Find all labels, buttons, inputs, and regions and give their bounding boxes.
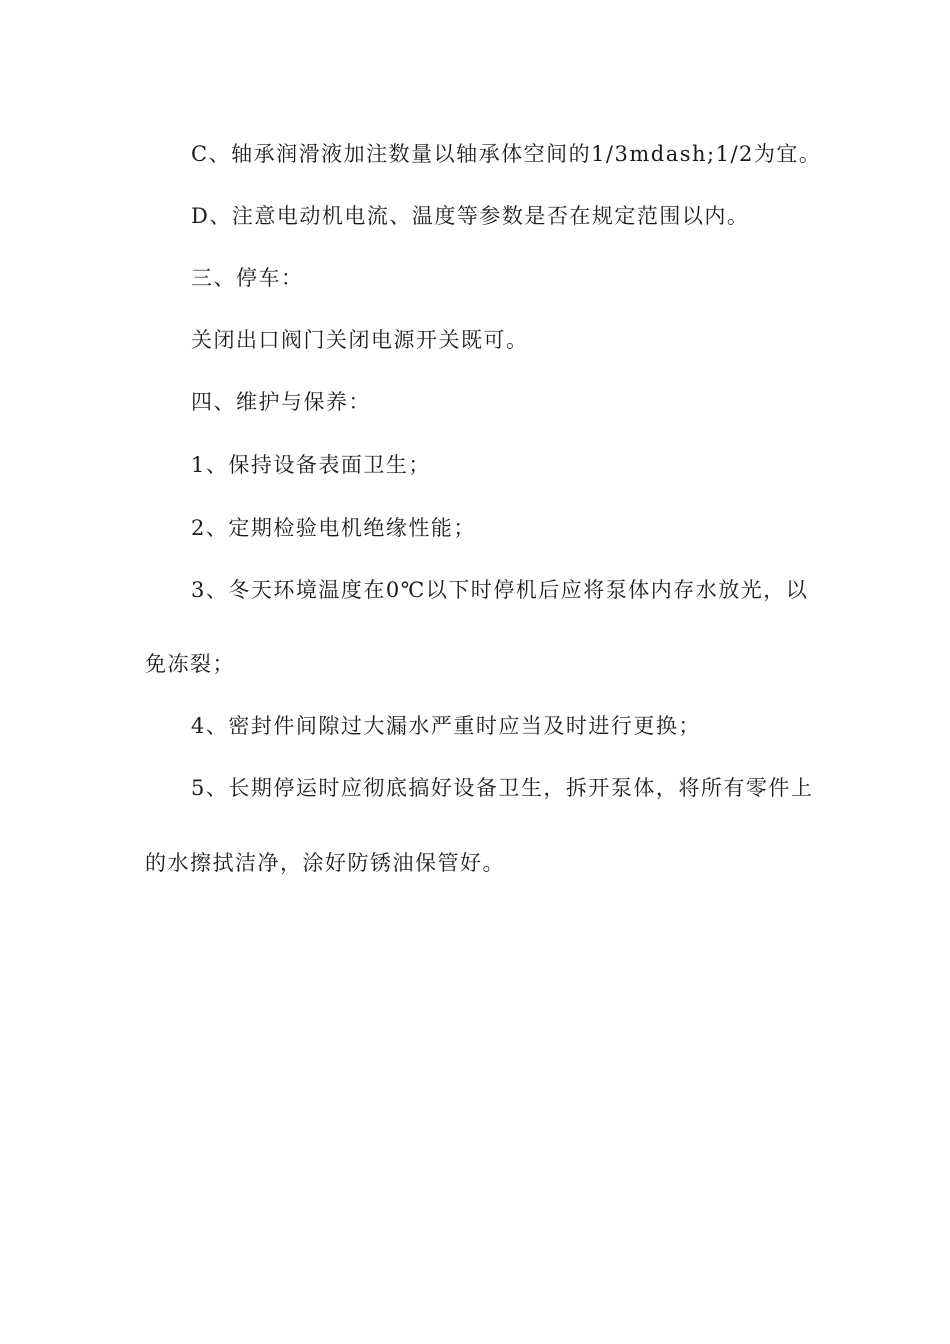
- paragraph-c-bearing-lubrication: C、轴承润滑液加注数量以轴承体空间的1/3mdash;1/2为宜。: [191, 142, 822, 166]
- list-item-1: 1、保持设备表面卫生；: [191, 453, 431, 477]
- section-heading-maintenance: 四、维护与保养：: [191, 390, 371, 414]
- section-heading-shutdown: 三、停车：: [191, 266, 304, 290]
- list-item-4: 4、密封件间隙过大漏水严重时应当及时进行更换；: [191, 714, 701, 738]
- list-item-2: 2、定期检验电机绝缘性能；: [191, 516, 476, 540]
- paragraph-d-motor-parameters: D、注意电动机电流、温度等参数是否在规定范围以内。: [191, 204, 750, 228]
- list-item-3: 3、冬天环境温度在0℃以下时停机后应将泵体内存水放光，以: [191, 578, 809, 602]
- list-item-3-continued: 免冻裂；: [145, 652, 235, 676]
- paragraph-shutdown-procedure: 关闭出口阀门关闭电源开关既可。: [191, 328, 529, 352]
- list-item-5: 5、长期停运时应彻底搞好设备卫生，拆开泵体，将所有零件上: [191, 776, 814, 800]
- list-item-5-continued: 的水擦拭洁净，涂好防锈油保管好。: [145, 851, 505, 875]
